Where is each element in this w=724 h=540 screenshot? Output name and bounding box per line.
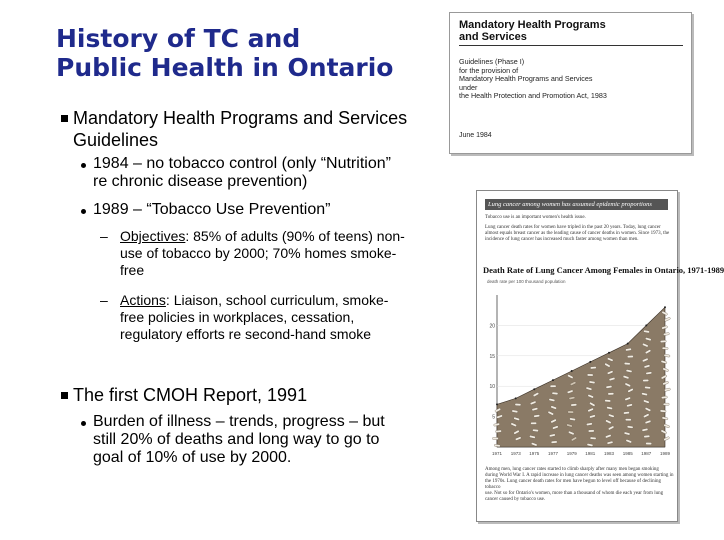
cigarette-butt-mark xyxy=(663,403,669,405)
guidelines-document-image xyxy=(449,12,692,154)
dash-marker: – xyxy=(100,292,108,308)
data-point xyxy=(664,306,666,308)
sub-bullet-1984: 1984 – no tobacco control (only “Nutrition” re chronic disease prevention) xyxy=(93,155,391,190)
bullet-dot-icon xyxy=(81,421,86,426)
x-tick-label: 1989 xyxy=(659,451,671,456)
bullet-dot-icon xyxy=(81,163,86,168)
report-intro: Tobacco use is an important women's health issue. Lung cancer death rates for women have tripled in the past 20 years. Today, lung cancer almost equals breast cancer as the leading cause of cancer deaths in women. Since 1973, the incidence of lung cancer has increased much faster among women than men. xyxy=(485,215,670,242)
data-point xyxy=(496,403,498,405)
y-tick-label: 10 xyxy=(489,384,495,391)
cigarette-butt-mark xyxy=(532,429,538,432)
x-tick-label: 1985 xyxy=(622,451,633,456)
y-tick-label: 20 xyxy=(489,323,495,330)
cigarette-butt-mark xyxy=(531,422,537,424)
chart-title: Death Rate of Lung Cancer Among Females in Ontario, 1971-1989 xyxy=(483,265,724,275)
cigarette-butt-mark xyxy=(624,362,630,365)
x-tick-label: 1971 xyxy=(491,451,503,456)
x-tick-label: 1977 xyxy=(547,451,559,456)
bullet-square-icon xyxy=(61,115,68,122)
cigarette-butt-mark xyxy=(646,442,652,444)
dash-actions: Actions: Liaison, school curriculum, smoke- free policies in workplaces, cessation, regulatory efforts re second-hand smoke xyxy=(120,292,389,342)
x-tick-label: 1973 xyxy=(510,451,521,456)
dash-marker: – xyxy=(100,228,108,244)
document-date: June 1984 xyxy=(459,132,492,139)
document-divider xyxy=(459,45,683,46)
bullet-dot-icon xyxy=(81,209,86,214)
cigarette-butt-mark xyxy=(660,410,666,413)
cigarette-butt-mark xyxy=(587,374,593,376)
x-tick-label: 1987 xyxy=(641,451,652,456)
data-point xyxy=(533,388,535,390)
x-tick-label: 1983 xyxy=(603,451,615,456)
cigarette-butt-mark xyxy=(590,437,596,440)
x-tick-label: 1979 xyxy=(566,451,577,456)
cigarette-butt-mark xyxy=(492,437,498,439)
dash-objectives: Objectives: 85% of adults (90% of teens) non- use of tobacco by 2000; 70% homes smoke- free xyxy=(120,228,405,278)
y-tick-label: 5 xyxy=(492,414,495,421)
cigarette-butt-mark xyxy=(625,419,631,421)
cigarette-butt-mark xyxy=(590,366,596,369)
cigarette-butt-mark xyxy=(605,399,611,402)
data-point xyxy=(589,361,591,363)
cigarette-butt-mark xyxy=(608,393,614,395)
chart-y-label: death rate per 100 thousand population xyxy=(487,279,566,284)
cigarette-butt-mark xyxy=(645,386,651,389)
data-point xyxy=(627,343,629,345)
data-point xyxy=(645,324,647,326)
cigarette-butt-mark xyxy=(588,430,594,432)
document-subtitle: Guidelines (Phase I) for the provision of Mandatory Health Programs and Services under the Health Protection and Promotion Act, 1983 xyxy=(459,57,607,100)
cigarette-butt-mark xyxy=(571,404,577,407)
cigarette-butt-mark xyxy=(550,385,556,387)
cigarette-butt-mark xyxy=(627,355,633,357)
cigarette-butt-mark xyxy=(644,435,650,438)
cigarette-butt-mark xyxy=(568,411,574,413)
sub-bullet-1989: 1989 – “Tobacco Use Prevention” xyxy=(93,201,331,218)
report-header: Lung cancer among women has assumed epidemic proportions xyxy=(485,199,668,210)
cigarette-butt-mark xyxy=(643,379,649,381)
cigarette-butt-mark xyxy=(495,430,501,433)
data-point xyxy=(552,379,554,381)
data-point xyxy=(571,370,573,372)
cigarette-butt-mark xyxy=(552,392,558,395)
cigarette-butt-mark xyxy=(551,441,557,444)
sub-bullet-burden: Burden of illness – trends, progress – but still 20% of deaths and long way to go to goal of 10% of use by 2000. xyxy=(93,413,385,466)
cmoh-report-image xyxy=(476,190,724,522)
y-tick-label: 15 xyxy=(489,353,495,360)
cigarette-butt-mark xyxy=(515,403,521,406)
area-series xyxy=(497,307,665,447)
data-point xyxy=(608,352,610,354)
cigarette-butt-mark xyxy=(662,347,668,350)
bullet-square-icon xyxy=(61,392,68,399)
bullet-guidelines: Mandatory Health Programs and Services Guidelines xyxy=(73,108,408,150)
report-footer: Among men, lung cancer rates started to climb sharply after many men began smoking during World War I. A rapid increase in lung cancer deaths was seen among women starting in the 1970s. Lung cancer death rates for men have begun to level off because of declining tobacco use. Not so for Ontario's women, more than a thousand of whom die each year from lung cancer caused by tobacco use. xyxy=(485,467,674,502)
bullet-cmoh-report: The first CMOH Report, 1991 xyxy=(73,385,308,405)
cigarette-butt-mark xyxy=(623,411,629,414)
slide-title: History of TC and Public Health in Ontario xyxy=(56,24,394,82)
data-point xyxy=(515,397,517,399)
cigarette-butt-mark xyxy=(660,340,666,343)
lung-cancer-chart xyxy=(483,287,671,463)
document-title: Mandatory Health Programs and Services xyxy=(459,19,606,43)
x-tick-label: 1975 xyxy=(529,451,540,456)
x-tick-label: 1981 xyxy=(585,451,596,456)
